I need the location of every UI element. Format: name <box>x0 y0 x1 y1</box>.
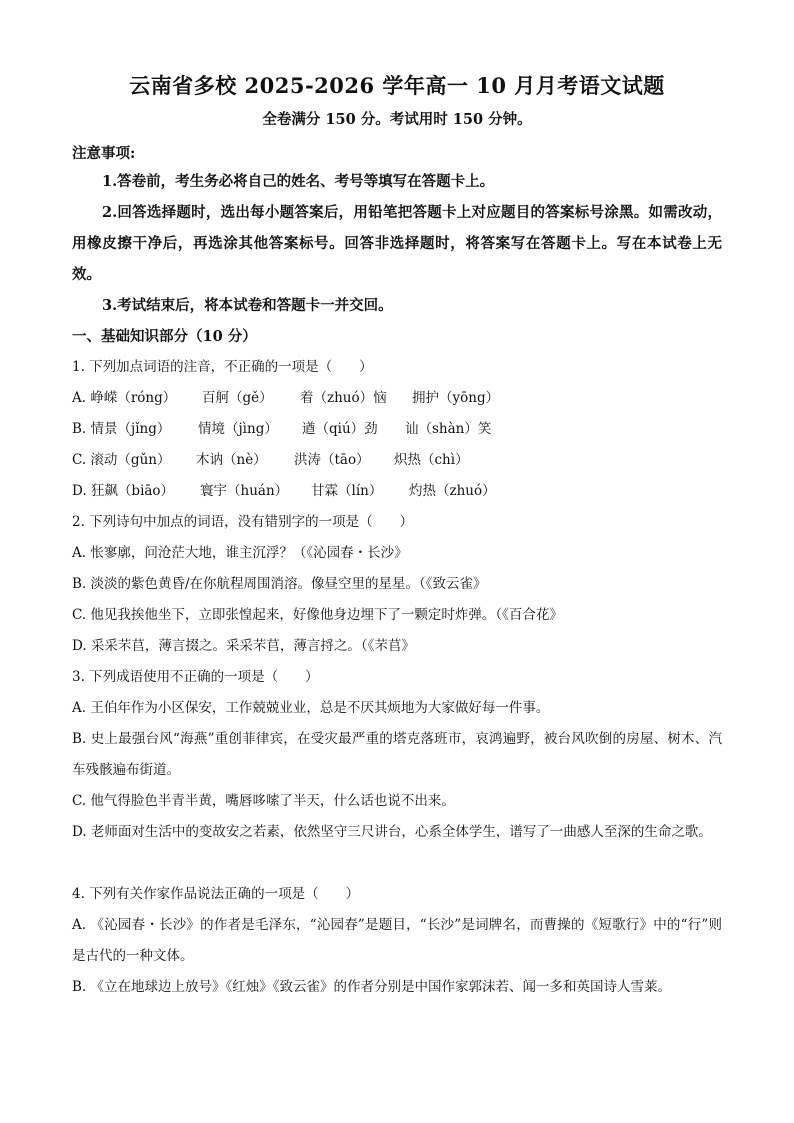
option-word: 遒（qiú）劲 <box>302 421 378 437</box>
answer-option: A. 《沁园春・长沙》的作者是毛泽东，“沁园春”是题目，“长沙”是词牌名，而曹操的《短歌行》中的“行”则是古代的一种文体。 <box>72 917 722 964</box>
question-stem: 1. 下列加点词语的注音，不正确的一项是（ ） <box>72 359 373 375</box>
option-word: C. 滚动（gǔn） <box>72 452 171 468</box>
answer-option: B. 《立在地球边上放号》《红烛》《致云雀》的作者分别是中国作家郭沫若、闻一多和英国诗人雪莱。 <box>72 979 672 995</box>
exam-subtitle: 全卷满分 150 分。考试用时 150 分钟。 <box>262 111 532 128</box>
option-word: 寰宇（huán） <box>200 483 289 499</box>
option-word: D. 狂飙（biāo） <box>72 483 175 499</box>
answer-option: D. 老师面对生活中的变故安之若素，依然坚守三尺讲台，心系全体学生，谱写了一曲感人至深的生命之歌。 <box>72 824 712 840</box>
answer-option <box>72 383 499 414</box>
option-word: 木讷（nè） <box>196 452 267 468</box>
option-word: B. 情景（jǐng） <box>72 421 171 437</box>
option-word: 着（zhuó）恼 <box>300 390 387 406</box>
answer-option: B. 史上最强台风“海燕”重创菲律宾，在受灾最严重的塔克落班市，哀鸿遍野，被台风吹倒的房屋、树木、汽车残骸遍布街道。 <box>72 731 722 778</box>
answer-option: A. 王伯年作为小区保安，工作兢兢业业，总是不厌其烦地为大家做好每一件事。 <box>72 700 550 716</box>
answer-option <box>72 414 491 445</box>
answer-option <box>72 476 496 507</box>
notes-item: 3.考试结束后，将本试卷和答题卡一并交回。 <box>102 297 393 314</box>
page-title: 云南省多校 2025-2026 学年高一 10 月月考语文试题 <box>129 73 665 98</box>
answer-option <box>72 445 469 476</box>
question-stem: 4. 下列有关作家作品说法正确的一项是（ ） <box>72 886 360 902</box>
question-stem: 3. 下列成语使用不正确的一项是（ ） <box>72 669 319 685</box>
answer-option: B. 淡淡的紫色黄昏/在你航程周围消溶。像昼空里的星星。（《致云雀》 <box>72 576 487 592</box>
notes-heading: 注意事项: <box>72 145 136 162</box>
option-word: 甘霖（lín） <box>311 483 383 499</box>
answer-option: C. 他气得脸色半青半黄，嘴唇哆嗦了半天，什么话也说不出来。 <box>72 793 455 809</box>
notes-item: 1.答卷前，考生务必将自己的姓名、考号等填写在答题卡上。 <box>102 173 495 190</box>
option-word: 拥护（yōng） <box>412 390 500 406</box>
option-word: 讪（shàn）笑 <box>405 421 492 437</box>
option-word: 灼热（zhuó） <box>409 483 496 499</box>
notes-item: 2.回答选择题时，选出每小题答案后，用铅笔把答题卡上对应题目的答案标号涂黑。如需改动，用橡皮擦干净后，再选涂其他答案标号。回答非选择题时，将答案写在答题卡上。写在本试卷上无效。 <box>72 204 722 283</box>
option-word: A. 峥嵘（róng） <box>72 390 177 406</box>
answer-option: D. 采采芣苢，薄言掇之。采采芣苢，薄言捋之。（《芣苢》 <box>72 638 415 654</box>
section-heading: 一、基础知识部分（10 分） <box>72 328 257 345</box>
option-word: 情境（jìng） <box>198 421 278 437</box>
answer-option: C. 他见我挨他坐下，立即张惶起来，好像他身边埋下了一颗定时炸弹。（《百合花》 <box>72 607 563 623</box>
option-word: 百舸（gě） <box>202 390 273 406</box>
option-word: 洪涛（tāo） <box>294 452 370 468</box>
answer-option: A. 怅寥廓，问沧茫大地，谁主沉浮？（《沁园春・长沙》 <box>72 545 408 561</box>
question-stem: 2. 下列诗句中加点的词语，没有错别字的一项是（ ） <box>72 514 414 530</box>
option-word: 炽热（chì） <box>394 452 469 468</box>
